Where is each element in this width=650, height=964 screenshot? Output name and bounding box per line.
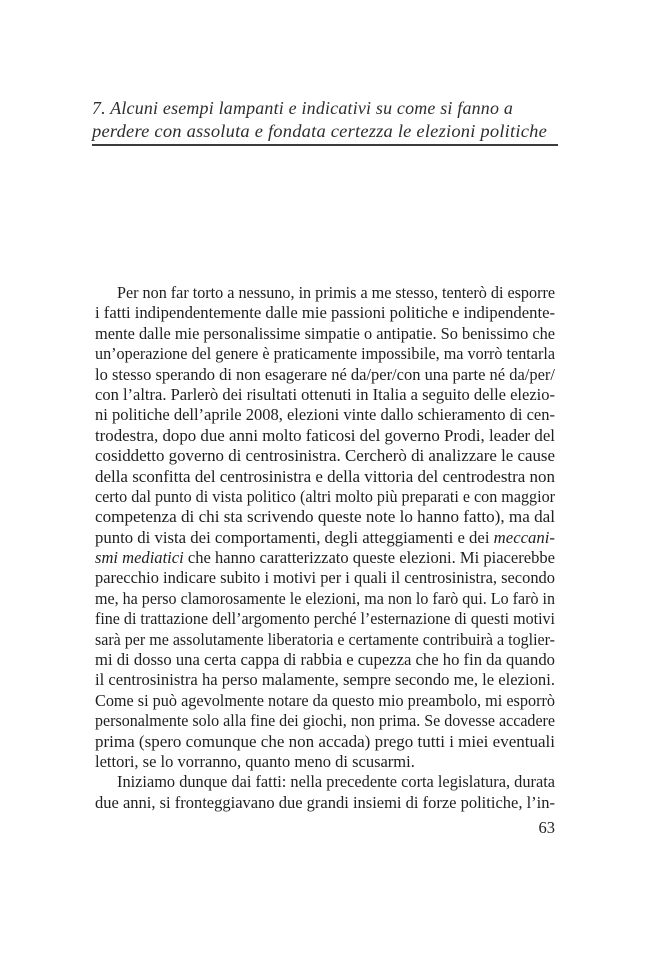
text-line (95, 365, 555, 385)
text-line (95, 426, 555, 446)
text-segment: competenza di chi sta scrivendo queste note lo hanno fatto), ma dal (95, 507, 555, 527)
text-line (95, 487, 555, 507)
italic-text-segment: smi mediatici (95, 548, 184, 568)
text-segment: i fatti indipendentemente dalle mie passioni politiche e indipendente- (95, 303, 555, 323)
text-line (95, 589, 555, 609)
text-segment: con l’altra. Parlerò dei risultati ottenuti in Italia a seguito delle elezio- (95, 384, 555, 404)
text-segment: sarà per me assolutamente liberatoria e certamente contribuirà a toglier- (95, 629, 555, 649)
text-segment: punto di vista dei comportamenti, degli atteggiamenti e dei (95, 527, 494, 547)
text-segment: lettori, se lo vorranno, quanto meno di scusarmi. (95, 751, 415, 771)
text-line (95, 344, 555, 364)
text-line (95, 467, 555, 487)
text-line (95, 324, 555, 344)
text-line (95, 691, 555, 711)
text-line (95, 385, 555, 405)
text-segment: me, ha perso clamorosamente le elezioni, ma non lo farò qui. Lo farò in (95, 588, 555, 608)
text-segment: lo stesso sperando di non esagerare né da/per/con una parte né da/per/ (95, 364, 555, 384)
text-segment: certo dal punto di vista politico (altri molto più preparati e con maggior (95, 486, 555, 506)
page-number: 63 (538, 818, 555, 837)
text-segment: fine di trattazione dell’argomento perché l’esternazione di questi motivi (95, 609, 555, 629)
text-line (95, 568, 555, 588)
text-line (95, 711, 555, 731)
text-line (95, 507, 555, 527)
text-segment: trodestra, dopo due anni molto faticosi del governo Prodi, leader del (95, 425, 555, 445)
text-line (95, 446, 555, 466)
text-segment: cosiddetto governo di centrosinistra. Cercherò di analizzare le cause (95, 446, 555, 466)
text-segment: della sconfitta del centrosinistra e della vittoria del centrodestra non (95, 466, 555, 486)
text-segment: due anni, si fronteggiavano due grandi insiemi di forze politiche, l’in- (95, 792, 555, 812)
chapter-heading-line-1 (92, 97, 592, 120)
text-line (95, 283, 555, 303)
body-text (95, 283, 555, 813)
chapter-heading-line-2 (92, 120, 592, 143)
text-segment: ni politiche dell’aprile 2008, elezioni vinte dallo schieramento di cen- (95, 405, 555, 425)
text-segment: Come si può agevolmente notare da questo mio preambolo, mi esporrò (95, 690, 555, 710)
text-segment: parecchio indicare subito i motivi per i quali il centrosinistra, secondo (95, 568, 555, 588)
italic-text-segment: meccani- (493, 527, 555, 547)
text-segment: il centrosinistra ha perso malamente, sempre secondo me, le elezioni. (95, 670, 555, 690)
text-line (95, 609, 555, 629)
text-line (95, 670, 555, 690)
text-segment: mi di dosso una certa cappa di rabbia e cupezza che ho fin da quando (95, 650, 555, 670)
text-segment: che hanno caratterizzato queste elezioni. Mi piacerebbe (183, 548, 555, 568)
chapter-heading-text: 7. Alcuni esempi lampanti e indicativi su come si fanno a (92, 98, 513, 118)
text-segment: un’operazione del genere è praticamente impossibile, ma vorrò tentarla (95, 344, 555, 364)
text-line (95, 752, 555, 772)
text-line (95, 630, 555, 650)
text-segment: prima (spero comunque che non accada) prego tutti i miei eventuali (95, 731, 555, 751)
text-line (95, 405, 555, 425)
text-line (95, 793, 555, 813)
text-segment: Per non far torto a nessuno, in primis a me stesso, tenterò di esporre (117, 283, 555, 302)
text-line (95, 303, 555, 323)
text-line (95, 528, 555, 548)
text-line (95, 732, 555, 752)
text-line (95, 548, 555, 568)
text-line (95, 772, 555, 792)
chapter-heading (92, 97, 592, 142)
text-segment: Iniziamo dunque dai fatti: nella precedente corta legislatura, durata (117, 772, 555, 792)
text-line (95, 650, 555, 670)
text-segment: mente dalle mie personalissime simpatie o antipatie. So benissimo che (95, 323, 555, 343)
chapter-heading-text: perdere con assoluta e fondata certezza le elezioni politiche (92, 120, 547, 141)
text-segment: personalmente solo alla fine dei giochi, non prima. Se dovesse accadere (95, 711, 555, 731)
heading-rule (92, 144, 558, 146)
